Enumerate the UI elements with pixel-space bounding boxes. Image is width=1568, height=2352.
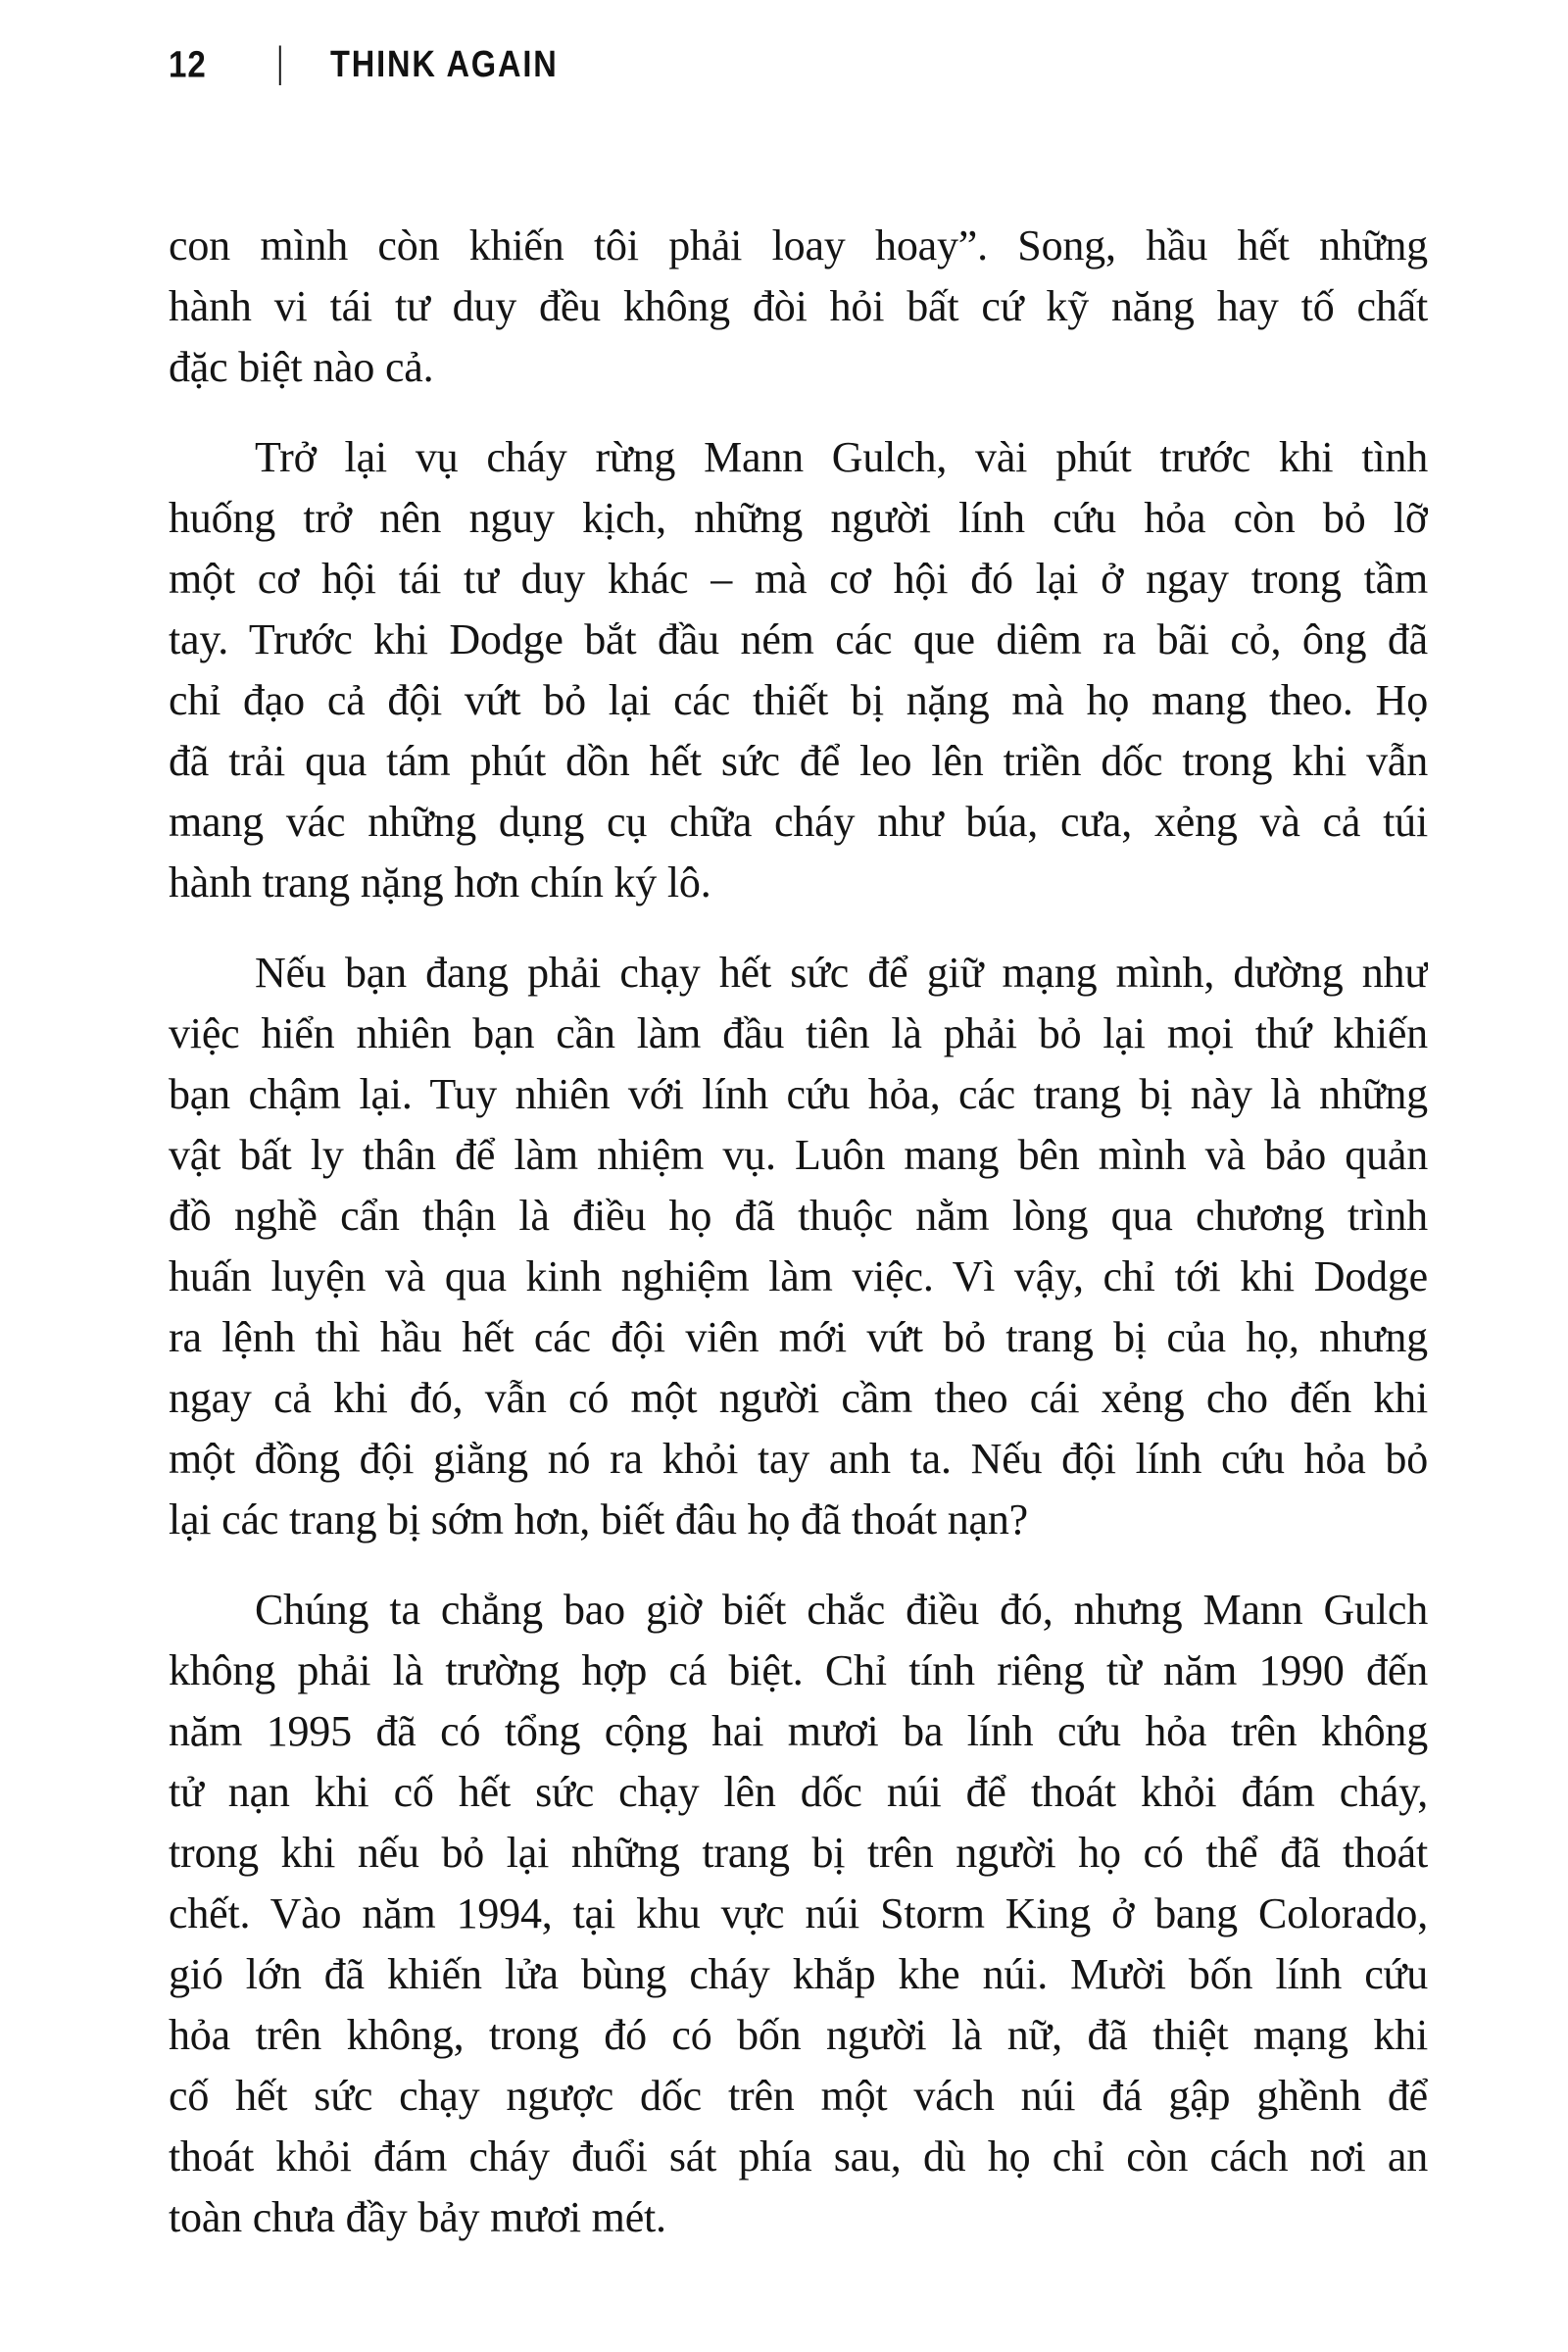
text-line: Trở lại vụ cháy rừng Mann Gulch, vài phút trước khi tình [255,433,1428,481]
book-title: THINK AGAIN [330,43,560,85]
text-line: hành vi tái tư duy đều không đòi hỏi bất cứ kỹ năng hay tố chất [169,282,1428,330]
text-line: ngay cả khi đó, vẫn có một người cầm theo cái xẻng cho đến khi [169,1374,1428,1422]
page-number: 12 [169,42,207,85]
paragraph-1 [169,216,1428,398]
text-line: chết. Vào năm 1994, tại khu vực núi Storm King ở bang Colorado, [169,1889,1428,1937]
text-line: vật bất ly thân để làm nhiệm vụ. Luôn mang bên mình và bảo quản [169,1131,1428,1179]
text-line: lại các trang bị sớm hơn, biết đâu họ đã thoát nạn? [169,1495,1028,1544]
header-separator: | [276,38,283,86]
text-line: đặc biệt nào cả. [169,343,434,391]
page-body [169,216,1428,2248]
text-line: cố hết sức chạy ngược dốc trên một vách núi đá gập ghềnh để [169,2072,1428,2120]
text-line: thoát khỏi đám cháy đuổi sát phía sau, dù họ chỉ còn cách nơi an [169,2132,1428,2180]
text-line: ra lệnh thì hầu hết các đội viên mới vứt bỏ trang bị của họ, nhưng [169,1313,1428,1361]
text-line: một đồng đội giằng nó ra khỏi tay anh ta. Nếu đội lính cứu hỏa bỏ [169,1435,1428,1483]
text-line: toàn chưa đầy bảy mươi mét. [169,2193,666,2241]
paragraph-2 [169,427,1428,913]
text-line: chỉ đạo cả đội vứt bỏ lại các thiết bị nặng mà họ mang theo. Họ [169,676,1428,724]
text-line: Nếu bạn đang phải chạy hết sức để giữ mạng mình, dường như [255,949,1428,997]
text-line: huấn luyện và qua kinh nghiệm làm việc. Vì vậy, chỉ tới khi Dodge [169,1252,1428,1300]
text-line: đồ nghề cẩn thận là điều họ đã thuộc nằm lòng qua chương trình [169,1192,1428,1240]
text-line: Chúng ta chẳng bao giờ biết chắc điều đó, nhưng Mann Gulch [255,1586,1428,1634]
text-line: hành trang nặng hơn chín ký lô. [169,858,711,906]
text-line: huống trở nên nguy kịch, những người lính cứu hỏa còn bỏ lỡ [169,494,1428,542]
text-line: việc hiển nhiên bạn cần làm đầu tiên là phải bỏ lại mọi thứ khiến [169,1009,1428,1057]
text-line: tử nạn khi cố hết sức chạy lên dốc núi để thoát khỏi đám cháy, [169,1768,1428,1816]
text-line: đã trải qua tám phút dồn hết sức để leo lên triền dốc trong khi vẫn [169,737,1428,785]
text-line: mang vác những dụng cụ chữa cháy như búa, cưa, xẻng và cả túi [169,798,1428,846]
paragraph-3 [169,943,1428,1550]
paragraph-4 [169,1580,1428,2248]
text-line: bạn chậm lại. Tuy nhiên với lính cứu hỏa, các trang bị này là những [169,1070,1428,1118]
page-header [169,38,576,86]
text-line: năm 1995 đã có tổng cộng hai mươi ba lính cứu hỏa trên không [169,1707,1428,1755]
text-line: hỏa trên không, trong đó có bốn người là nữ, đã thiệt mạng khi [169,2011,1428,2059]
text-line: tay. Trước khi Dodge bắt đầu ném các que diêm ra bãi cỏ, ông đã [169,615,1428,663]
text-line: một cơ hội tái tư duy khác – mà cơ hội đó lại ở ngay trong tầm [169,555,1428,603]
text-line: trong khi nếu bỏ lại những trang bị trên người họ có thể đã thoát [169,1829,1428,1877]
text-line: không phải là trường hợp cá biệt. Chỉ tính riêng từ năm 1990 đến [169,1646,1428,1694]
text-line: gió lớn đã khiến lửa bùng cháy khắp khe núi. Mười bốn lính cứu [169,1950,1428,1998]
text-line: con mình còn khiến tôi phải loay hoay”. Song, hầu hết những [169,221,1428,270]
